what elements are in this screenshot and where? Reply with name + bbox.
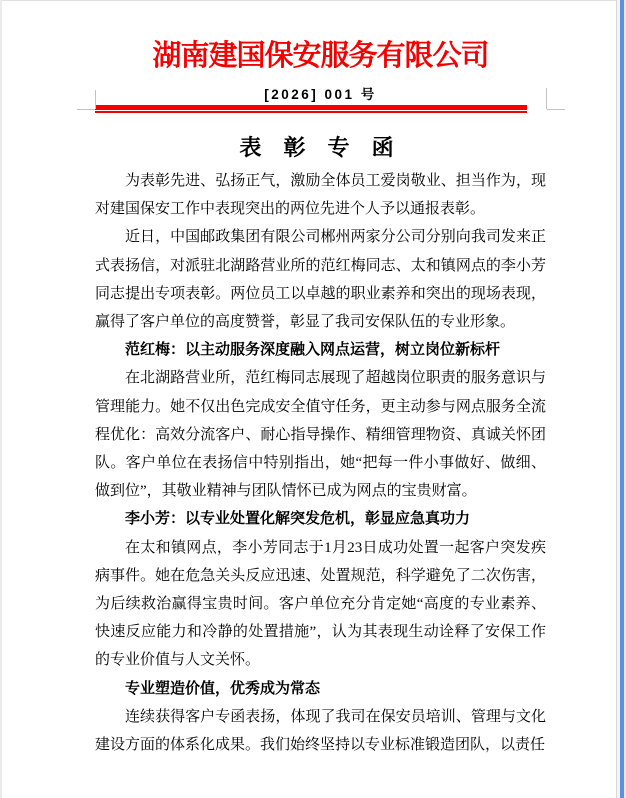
section-heading-fanhongmei: 范红梅：以主动服务深度融入网点运营，树立岗位新标杆: [125, 341, 501, 359]
paragraph-fanhongmei: 在北湖路营业所，范红梅同志展现了超越岗位职责的服务意识与管理能力。她不仅出色完成安全值守任务，更主动参与网点服务全流程优化：高效分流客户、耐心指导操作、精细管理物资、真诚关怀团队。客户单位在表扬信中特别指出，她“把每一件小事做好、做细、做到位”，其敬业精神与团队情怀已成为网点的宝贵财富。: [95, 370, 546, 500]
boundary-mark-vertical: [546, 88, 547, 109]
section-heading-summary: 专业塑造价值，优秀成为常态: [125, 679, 321, 697]
document-body: [95, 167, 546, 759]
paragraph-intro: 为表彰先进、弘扬正气，激励全体员工爱岗敬业、担当作为，现对建国保安工作中表现突出的两位先进个人予以通报表彰。: [95, 173, 546, 218]
red-divider: [95, 105, 527, 113]
company-title: 湖南建国保安服务有限公司: [152, 40, 489, 72]
window-top-edge: [0, 0, 626, 1]
document-number: [2026] 001 号: [264, 87, 377, 102]
boundary-mark-vertical: [95, 90, 96, 109]
paragraph-background: 近日，中国邮政集团有限公司郴州两家分公司分别向我司发来正式表扬信，对派驻北湖路营业所的范红梅同志、太和镇网点的李小芳同志提出专项表彰。两位员工以卓越的职业素养和突出的现场表现，赢得了客户单位的高度赞誉，彰显了我司安保队伍的专业形象。: [95, 229, 546, 331]
section-heading-lixiaofang: 李小芳：以专业处置化解突发危机，彰显应急真功力: [125, 510, 471, 528]
text-boundary-mark-right: [546, 88, 565, 110]
boundary-mark-horizontal: [77, 109, 95, 110]
paragraph-summary: 连续获得客户专函表扬，体现了我司在保安员培训、管理与文化建设方面的体系化成果。我们始终坚持以专业标准锻造团队，以责任: [95, 708, 546, 754]
boundary-mark-horizontal: [547, 109, 565, 110]
text-boundary-mark-left: [77, 90, 96, 110]
red-divider-thin-line: [95, 111, 527, 113]
subject-title: 表 彰 专 函: [239, 135, 402, 160]
paragraph-lixiaofang: 在太和镇网点，李小芳同志于1月23日成功处置一起客户突发疾病事件。她在危急关头反应迅速、处置规范，科学避免了二次伤害，为后续救治赢得宝贵时间。客户单位充分肯定她“高度的专业素养、快速反应能力和冷静的处置措施”，认为其表现生动诠释了安保工作的专业价值与人文关怀。: [95, 539, 546, 669]
window-left-edge: [0, 0, 2, 798]
